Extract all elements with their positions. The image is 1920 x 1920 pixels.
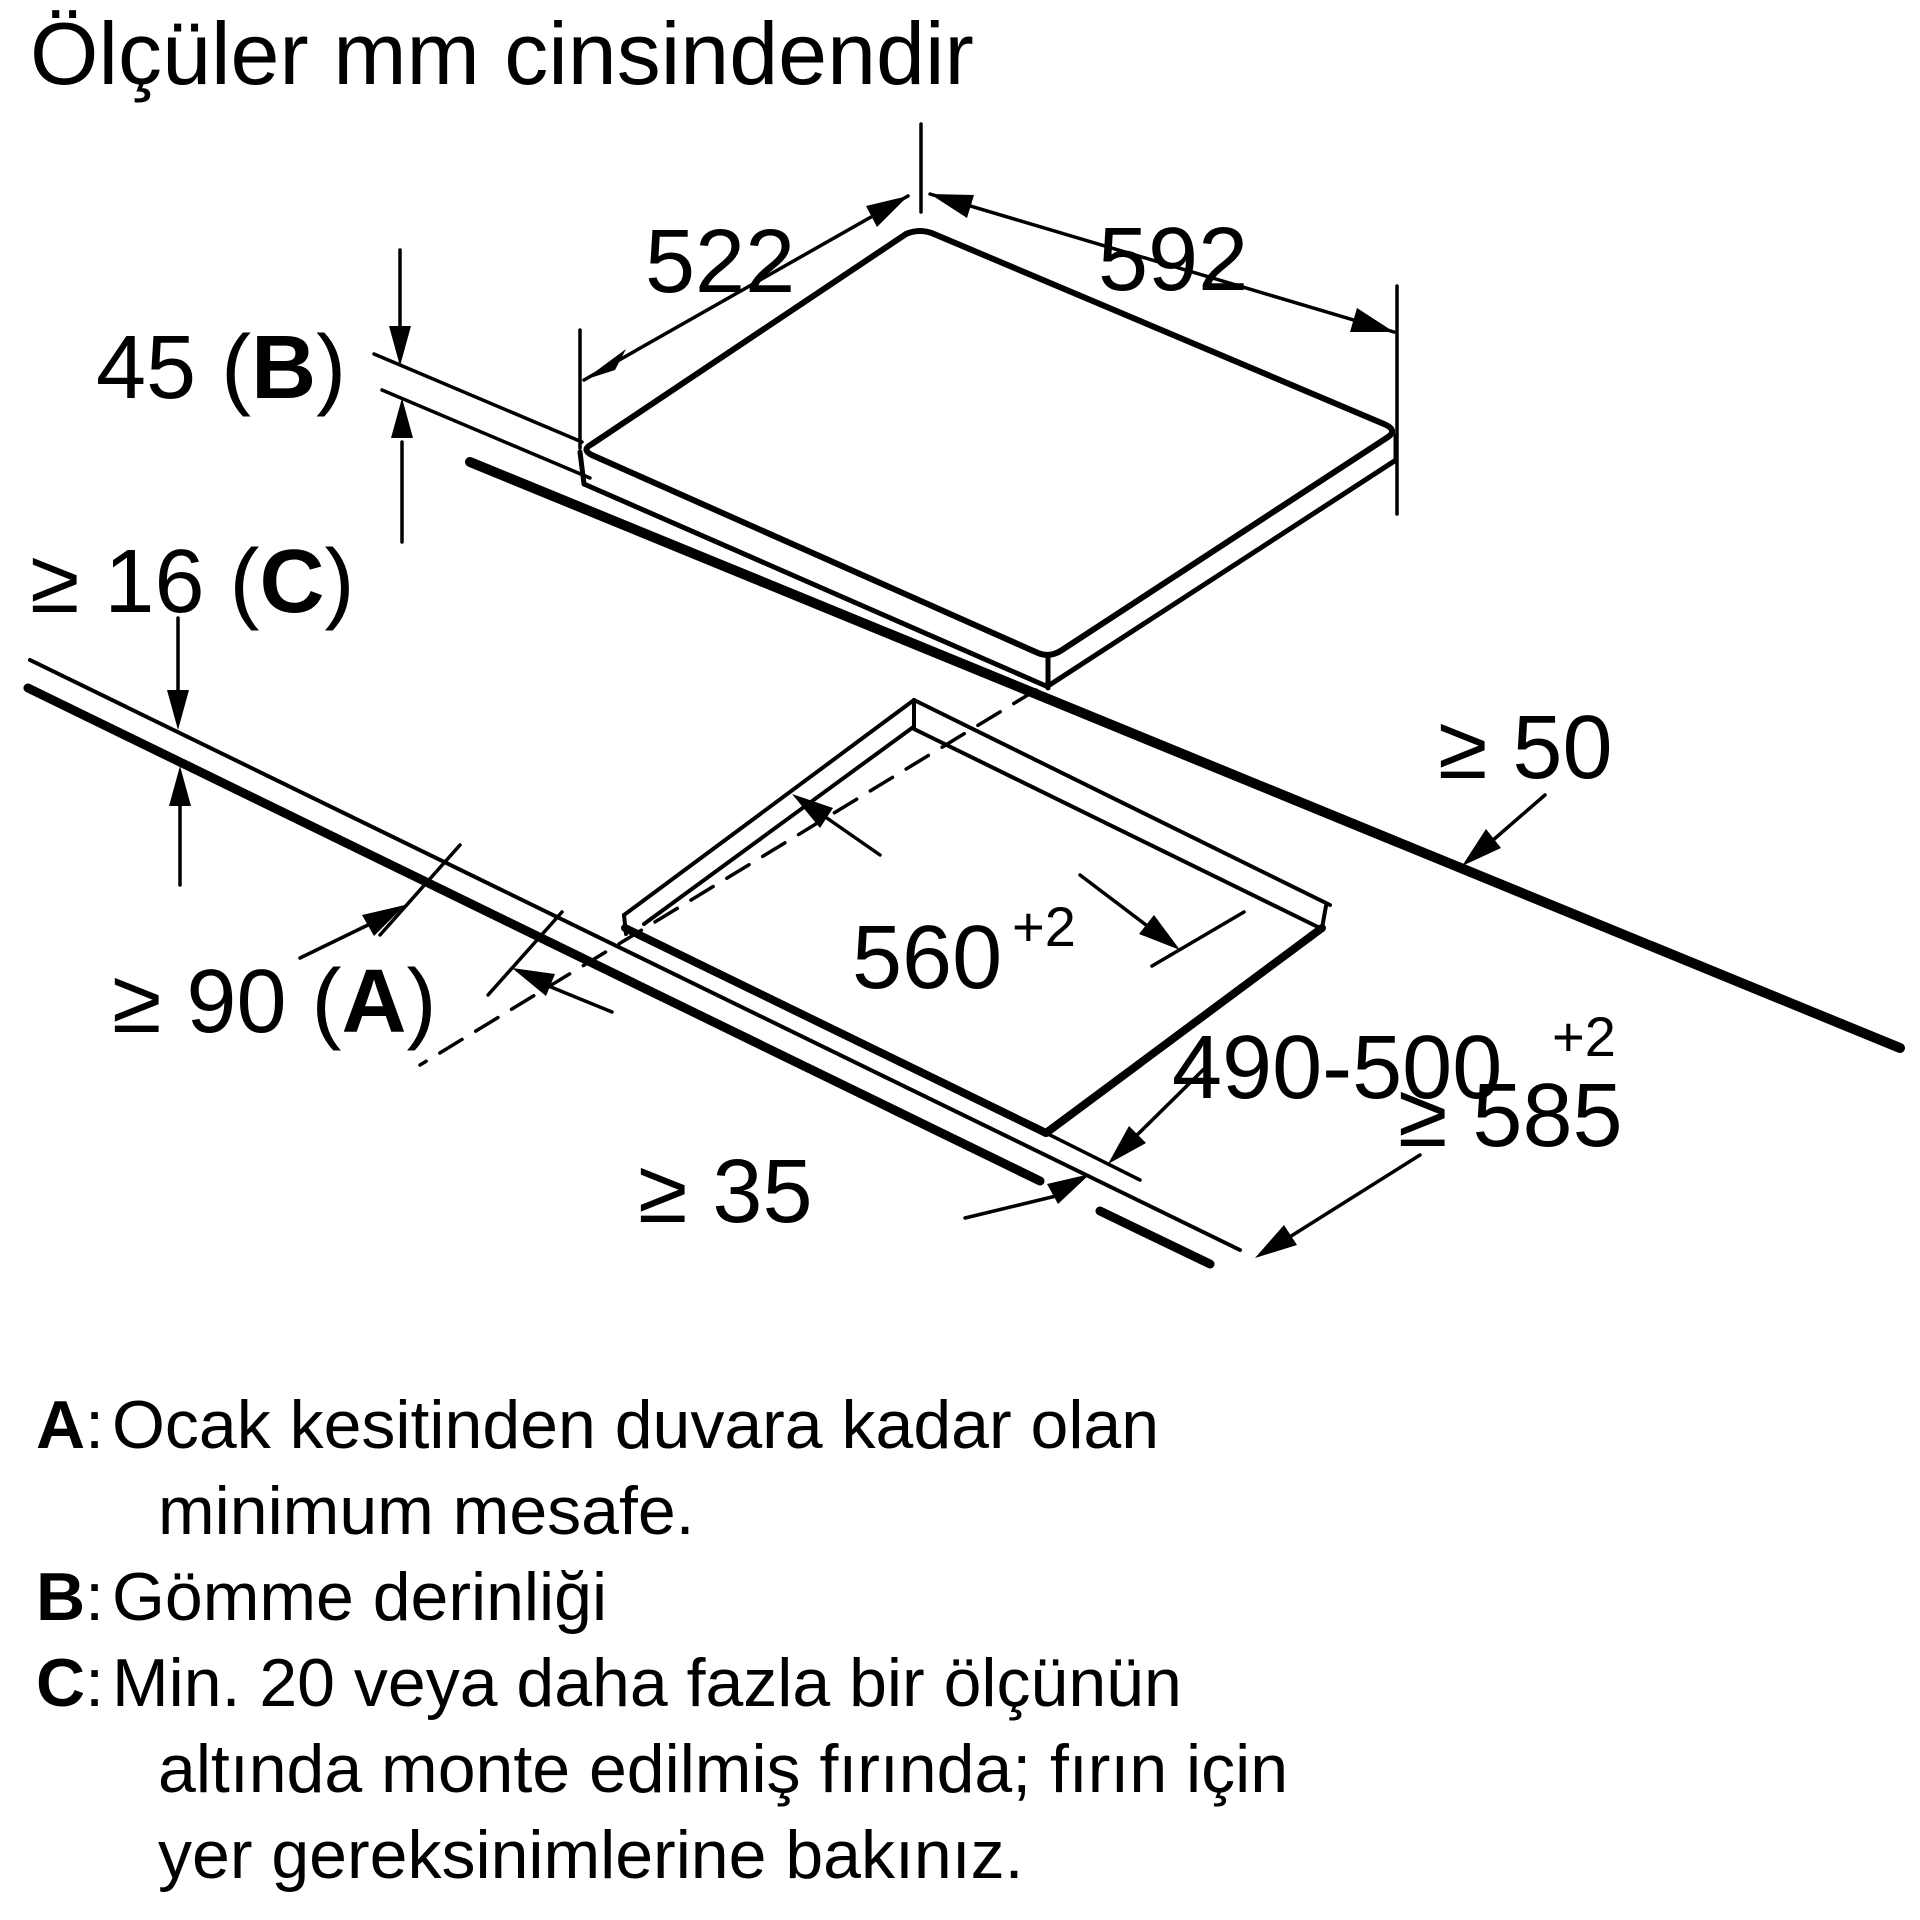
arrow-shaft-585 [1288,1155,1420,1238]
arrowhead-592-top [930,194,974,218]
legend-item-B [36,1554,1596,1640]
cutout-edge-left-outer [624,700,914,915]
arrowhead-90-right [512,968,555,996]
label-embed-depth-45B: 45 (B) [96,318,347,418]
arrowhead-585 [1255,1225,1297,1258]
label-cutout-depth-tolerance: +2 [1552,1005,1616,1068]
legend-key-A: A: [36,1387,105,1463]
arrowhead-45-up [391,398,413,438]
legend-item-A [36,1382,1596,1554]
legend-text-A: Ocak kesitinden duvara kadar olan minimum mesafe. [112,1387,1160,1549]
legend-item-C [36,1640,1596,1898]
arrowhead-490-upper [1139,915,1180,950]
countertop-front-bottom-edge-2 [1100,1211,1210,1264]
arrow-shaft-35 [965,1196,1056,1218]
label-cutout-depth-490-500: 490-500 [1172,1018,1503,1118]
arrowhead-16-up [169,766,191,806]
hob-body-step-left [580,452,584,484]
arrow-shaft-560 [824,816,880,855]
arrow-shaft-490-upper [1080,875,1146,925]
label-wall-distance-90A: ≥ 90 (A) [112,952,437,1052]
arrowhead-50 [1462,829,1501,866]
label-cutout-width-tolerance: +2 [1012,895,1076,958]
arrowhead-522-top [866,196,908,227]
legend-text-C: Min. 20 veya daha fazla bir ölçünün altında monte edilmiş fırında; fırın için yer gereksinimlerine bakınız. [112,1645,1289,1893]
cutout-edge-right-inner [912,728,1320,928]
label-counter-depth-585: ≥ 585 [1398,1066,1623,1166]
legend-key-B: B: [36,1559,105,1635]
arrowhead-592-bottom [1350,308,1394,332]
legend-key-C: C: [36,1645,105,1721]
label-back-clearance-50: ≥ 50 [1438,698,1613,798]
label-counter-thickness-16C: ≥ 16 (C) [30,532,355,632]
label-cutout-width-560: 560 [852,908,1003,1008]
arrow-shaft-50 [1492,795,1545,841]
arrowhead-16-down [167,690,189,730]
label-hob-depth-592: 592 [1098,210,1249,310]
label-front-strip-35: ≥ 35 [638,1142,813,1242]
arrow-shaft-90-right [546,985,612,1012]
legend-text-B: Gömme derinliği [112,1559,608,1635]
cutout-edge-left-inner [644,728,912,924]
arrowhead-35 [1047,1174,1090,1204]
page-title: Ölçüler mm cinsindendir [30,4,974,103]
projection-dashed-line [420,690,1036,1065]
legend [36,1382,1596,1898]
label-hob-width-522: 522 [645,212,796,312]
